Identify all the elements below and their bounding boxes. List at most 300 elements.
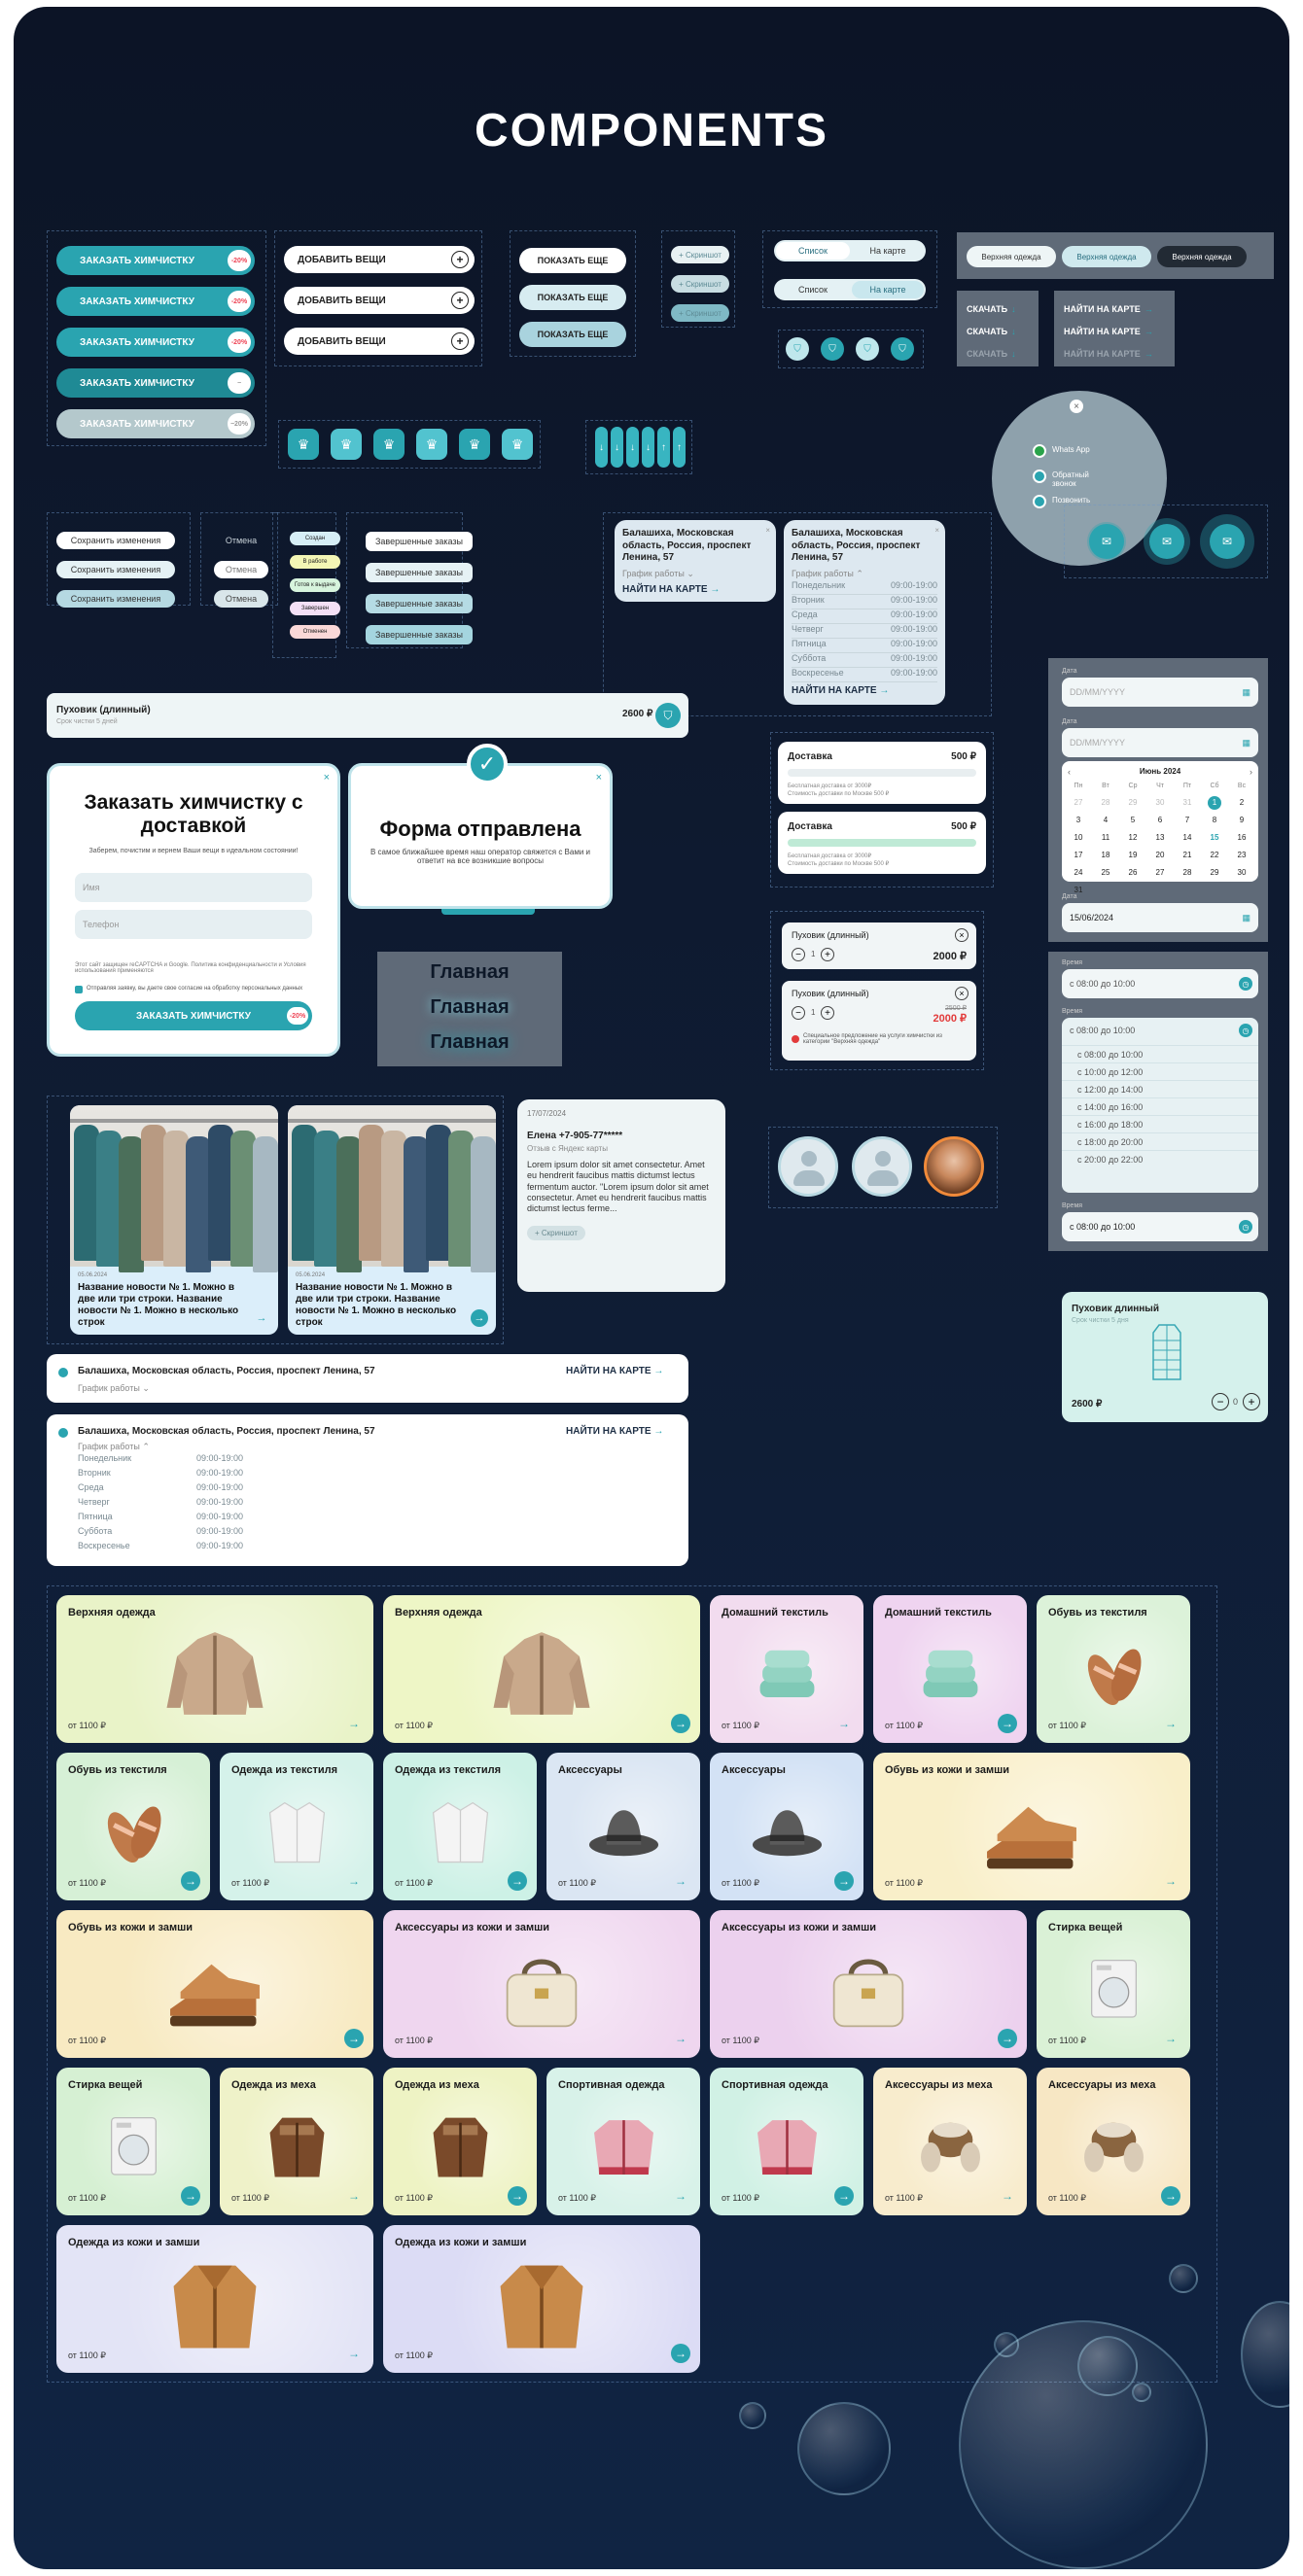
completed-orders-button[interactable]: Завершенные заказы: [366, 532, 473, 551]
category-price: от 1100 ₽: [68, 1878, 107, 1888]
calendar-day[interactable]: 31: [1074, 886, 1083, 894]
basket-icon-button[interactable]: ♛: [288, 429, 319, 460]
find-on-map-link[interactable]: НАЙТИ НА КАРТЕ →: [566, 1426, 664, 1437]
show-more-button[interactable]: ПОКАЗАТЬ ЕЩЕ: [519, 248, 626, 273]
download-link[interactable]: [967, 304, 1016, 314]
plus-circle-icon: +: [451, 251, 469, 268]
arrow-right-icon[interactable]: →: [256, 1312, 267, 1324]
form-subtitle: Заберем, почистим и вернем Ваши вещи в идеальном состоянии!: [88, 848, 299, 854]
calendar-day[interactable]: 29: [1210, 868, 1219, 877]
arrow-right-icon[interactable]: →: [348, 2189, 360, 2203]
nav-main-link[interactable]: Главная: [430, 1031, 510, 1053]
review-date: 17/07/2024: [527, 1109, 567, 1118]
minus-button[interactable]: −: [792, 948, 805, 961]
news-date: 05.06.2024: [78, 1272, 108, 1278]
schedule-hours: 09:00-19:00: [890, 609, 937, 619]
arrow-down-icon[interactable]: ↓: [626, 427, 639, 468]
download-link[interactable]: [967, 349, 1016, 359]
save-changes-button[interactable]: Сохранить изменения: [56, 590, 175, 608]
calendar-weekday: Вс: [1237, 783, 1247, 789]
name-field[interactable]: Имя: [75, 873, 312, 902]
category-card[interactable]: [1037, 2068, 1190, 2215]
category-card[interactable]: [873, 1753, 1190, 1900]
add-items-label: ДОБАВИТЬ ВЕЩИ: [298, 335, 386, 347]
calendar-day[interactable]: 23: [1237, 851, 1247, 859]
view-toggle-map[interactable]: На карте: [869, 246, 906, 256]
schedule-hours: 09:00-19:00: [195, 1512, 243, 1521]
find-on-map-label: НАЙТИ НА КАРТЕ: [1064, 327, 1141, 336]
order-button[interactable]: [56, 328, 255, 357]
arrow-right-icon[interactable]: →: [471, 1309, 488, 1327]
category-chip[interactable]: Верхняя одежда: [967, 246, 1056, 267]
calendar-day[interactable]: 18: [1101, 851, 1110, 859]
category-chip[interactable]: Верхняя одежда: [1062, 246, 1151, 267]
calendar-day[interactable]: 7: [1184, 816, 1190, 824]
schedule-hours: 09:00-19:00: [195, 1453, 243, 1463]
category-price: от 1100 ₽: [722, 1721, 760, 1730]
calendar-day[interactable]: 28: [1101, 798, 1110, 807]
minus-button[interactable]: −: [792, 1006, 805, 1020]
calendar-day[interactable]: 24: [1074, 868, 1083, 877]
download-icon: ↓: [1011, 349, 1016, 359]
arrow-right-icon[interactable]: →: [834, 2186, 854, 2206]
order-button[interactable]: [56, 409, 255, 438]
show-more-button[interactable]: ПОКАЗАТЬ ЕЩЕ: [519, 322, 626, 347]
arrow-right-icon[interactable]: →: [838, 1717, 850, 1730]
discount-badge: −20%: [228, 413, 251, 435]
basket-icon[interactable]: ⛉: [856, 337, 879, 361]
close-icon[interactable]: ×: [595, 772, 602, 783]
download-link[interactable]: [967, 327, 1016, 336]
remove-icon[interactable]: ×: [955, 987, 968, 1000]
arrow-down-icon[interactable]: ↓: [611, 427, 623, 468]
category-card[interactable]: [383, 2068, 537, 2215]
schedule-day: Четверг: [78, 1497, 110, 1507]
calendar-day[interactable]: 4: [1103, 816, 1109, 824]
arrow-right-icon[interactable]: →: [1161, 2186, 1180, 2206]
category-title: Одежда из текстиля: [395, 1764, 502, 1776]
contact-item-label[interactable]: Позвонить: [1052, 496, 1091, 505]
arrow-right-icon[interactable]: →: [1165, 2032, 1177, 2045]
shirt-icon: [422, 1795, 499, 1864]
cancel-button[interactable]: Отмена: [225, 536, 258, 545]
find-on-map-link[interactable]: НАЙТИ НА КАРТЕ →: [792, 685, 890, 696]
time-option[interactable]: с 20:00 до 22:00: [1062, 1150, 1258, 1167]
view-toggle-map[interactable]: На карте: [852, 281, 924, 298]
close-icon[interactable]: ×: [323, 772, 330, 783]
category-card[interactable]: [546, 1753, 700, 1900]
save-changes-button[interactable]: Сохранить изменения: [56, 561, 175, 578]
contact-item-label[interactable]: Обратный звонок: [1052, 470, 1089, 488]
screenshot-tag[interactable]: + Скриншот: [527, 1226, 585, 1240]
fur-hat-icon: [912, 2110, 989, 2179]
add-items-label: ДОБАВИТЬ ВЕЩИ: [298, 254, 386, 265]
category-card[interactable]: [710, 1595, 863, 1743]
schedule-row: [792, 595, 937, 609]
bubble: [1132, 2383, 1151, 2402]
date-input-open[interactable]: DD/MM/YYYY ▦: [1062, 728, 1258, 757]
category-image: [488, 2255, 595, 2351]
chat-icon-button[interactable]: ✉: [1210, 524, 1245, 559]
category-card[interactable]: [56, 1753, 210, 1900]
schedule-row: [78, 1497, 243, 1512]
arrow-right-icon[interactable]: →: [1165, 1874, 1177, 1888]
status-tag: Отменен: [290, 625, 340, 639]
category-card[interactable]: [56, 2225, 373, 2373]
completed-orders-button[interactable]: Завершенные заказы: [366, 594, 473, 613]
category-card[interactable]: [1037, 1595, 1190, 1743]
basket-icon[interactable]: ⛉: [786, 337, 809, 361]
arrow-right-icon[interactable]: →: [671, 1714, 690, 1733]
calendar-weekday: Пн: [1074, 783, 1083, 789]
category-price: от 1100 ₽: [395, 2036, 434, 2045]
delivery-card[interactable]: [778, 812, 986, 874]
find-on-map-link[interactable]: НАЙТИ НА КАРТЕ →: [566, 1366, 664, 1376]
calendar-day[interactable]: 11: [1101, 833, 1110, 842]
item-price: 2600 ₽: [622, 709, 653, 719]
calendar-day[interactable]: 10: [1074, 833, 1083, 842]
category-image: [815, 1940, 922, 2036]
calendar-day[interactable]: 28: [1182, 868, 1192, 877]
arrow-right-icon[interactable]: →: [675, 2032, 687, 2045]
plus-button[interactable]: +: [821, 948, 834, 961]
schedule-hours: 09:00-19:00: [890, 580, 937, 590]
basket-icon-button[interactable]: ♛: [416, 429, 447, 460]
category-card[interactable]: [546, 2068, 700, 2215]
add-items-button[interactable]: [284, 246, 475, 273]
avatar-photo[interactable]: [924, 1136, 984, 1197]
calendar-weekday: Сб: [1210, 783, 1219, 789]
schedule-day: Понедельник: [792, 580, 846, 590]
schedule-row: [792, 639, 937, 653]
category-card[interactable]: [1037, 1910, 1190, 2058]
close-icon[interactable]: ×: [934, 526, 939, 535]
bubble: [1077, 2336, 1138, 2396]
calendar-day[interactable]: 29: [1128, 798, 1138, 807]
schedule-day: Воскресенье: [78, 1541, 130, 1550]
category-card[interactable]: [383, 1753, 537, 1900]
cart-item-name: Пуховик (длинный): [792, 930, 869, 940]
discount-badge: -20%: [228, 331, 251, 353]
category-title: Обувь из текстиля: [1048, 1607, 1147, 1619]
delivery-progress: [788, 839, 976, 847]
calendar-icon: ▦: [1242, 737, 1250, 748]
order-button[interactable]: [56, 287, 255, 316]
chat-icon-button[interactable]: ✉: [1149, 524, 1184, 559]
schedule-hours: 09:00-19:00: [890, 595, 937, 605]
calendar-day[interactable]: 8: [1212, 816, 1217, 824]
calendar-day[interactable]: 14: [1182, 833, 1192, 842]
calendar-day[interactable]: 12: [1128, 833, 1138, 842]
basket-icon-button[interactable]: ♛: [373, 429, 405, 460]
category-image: [585, 1795, 662, 1864]
category-card[interactable]: [220, 1753, 373, 1900]
schedule-toggle[interactable]: График работы ⌄: [78, 1383, 150, 1393]
category-card[interactable]: [220, 2068, 373, 2215]
cancel-button[interactable]: Отмена: [214, 561, 268, 578]
basket-icon[interactable]: ⛉: [821, 337, 844, 361]
arrow-right-icon[interactable]: →: [348, 1874, 360, 1888]
time-option[interactable]: с 10:00 до 12:00: [1062, 1062, 1258, 1080]
category-image: [95, 2110, 172, 2179]
category-image: [161, 2255, 268, 2351]
contact-item-icon: [1033, 495, 1046, 508]
arrow-right-icon[interactable]: →: [675, 1874, 687, 1888]
schedule-toggle[interactable]: График работы ⌄: [622, 569, 694, 578]
time-option[interactable]: с 14:00 до 16:00: [1062, 1097, 1258, 1115]
schedule-row: [792, 624, 937, 639]
nav-main-link[interactable]: Главная: [430, 961, 510, 983]
arrow-down-icon[interactable]: ↓: [642, 427, 654, 468]
arrow-down-icon[interactable]: ↓: [595, 427, 608, 468]
delivery-label: Доставка: [788, 821, 832, 832]
arrow-right-icon[interactable]: →: [508, 1871, 527, 1891]
qty-value: 1: [811, 1008, 816, 1017]
calendar-day[interactable]: 5: [1130, 816, 1136, 824]
arrow-right-icon[interactable]: →: [508, 2186, 527, 2206]
address-text: Балашиха, Московская область, Россия, проспект Ленина, 57: [792, 528, 921, 563]
category-price: от 1100 ₽: [68, 2193, 107, 2203]
category-price: от 1100 ₽: [1048, 1721, 1087, 1730]
calendar-day[interactable]: 15: [1210, 833, 1219, 842]
category-card[interactable]: [56, 1595, 373, 1743]
date-input[interactable]: DD/MM/YYYY ▦: [1062, 678, 1258, 707]
calendar-day[interactable]: 13: [1155, 833, 1165, 842]
arrow-right-icon[interactable]: →: [675, 2189, 687, 2203]
close-icon[interactable]: ×: [1070, 400, 1083, 413]
arrow-right-icon[interactable]: →: [181, 2186, 200, 2206]
order-button[interactable]: [56, 246, 255, 275]
address-card-collapsed: [615, 520, 776, 602]
category-title: Обувь из текстиля: [68, 1764, 167, 1776]
schedule-hours: 09:00-19:00: [195, 1497, 243, 1507]
avatar-placeholder-editable[interactable]: [852, 1136, 912, 1197]
arrow-right-icon[interactable]: →: [1165, 1717, 1177, 1730]
bubble: [1169, 2264, 1198, 2293]
calendar-day[interactable]: 19: [1128, 851, 1138, 859]
arrow-right-icon[interactable]: →: [998, 2029, 1017, 2048]
calendar-day[interactable]: 27: [1074, 798, 1083, 807]
calendar-day[interactable]: 17: [1074, 851, 1083, 859]
screenshot-tag[interactable]: + Скриншот: [671, 304, 729, 322]
arrow-right-icon[interactable]: →: [348, 1717, 360, 1730]
consent-checkbox[interactable]: [75, 986, 83, 993]
sandal-icon: [1075, 1638, 1152, 1707]
time-option[interactable]: с 16:00 до 18:00: [1062, 1115, 1258, 1132]
schedule-day: Среда: [78, 1482, 104, 1492]
view-toggle-list[interactable]: Список: [776, 242, 850, 260]
completed-orders-button[interactable]: Завершенные заказы: [366, 563, 473, 582]
screenshot-tag[interactable]: + Скриншот: [671, 246, 729, 263]
date-input-filled[interactable]: 15/06/2024 ▦: [1062, 903, 1258, 932]
arrow-right-icon[interactable]: →: [344, 2029, 364, 2048]
arrow-right-icon[interactable]: →: [181, 1871, 200, 1891]
download-icon: ↓: [1011, 327, 1016, 336]
calendar-day[interactable]: 22: [1210, 851, 1219, 859]
arrow-right-icon[interactable]: →: [348, 2347, 360, 2360]
arrow-right-icon[interactable]: →: [998, 1714, 1017, 1733]
category-price: от 1100 ₽: [885, 2193, 924, 2203]
date-label: Дата: [1062, 893, 1077, 900]
category-card[interactable]: [710, 1910, 1027, 2058]
schedule-toggle[interactable]: График работы ⌃: [792, 569, 863, 578]
show-more-button[interactable]: ПОКАЗАТЬ ЕЩЕ: [519, 285, 626, 310]
calendar-day[interactable]: 30: [1237, 868, 1247, 877]
clock-icon: ◷: [1239, 1220, 1252, 1234]
calendar-weekday: Чт: [1156, 783, 1164, 789]
schedule-row: [78, 1453, 243, 1468]
schedule-toggle[interactable]: График работы ⌃: [78, 1442, 150, 1451]
delivery-card[interactable]: [778, 742, 986, 804]
category-title: Аксессуары: [558, 1764, 622, 1776]
arrow-right-icon: →: [1144, 327, 1153, 336]
add-items-button[interactable]: [284, 328, 475, 355]
arrow-right-icon[interactable]: →: [1002, 2189, 1013, 2203]
time-select-open[interactable]: [1062, 1018, 1258, 1193]
calendar-day[interactable]: 20: [1155, 851, 1165, 859]
cancel-button[interactable]: Отмена: [214, 590, 268, 608]
form-sent-text: В самое ближайшее время наш оператор свяжется с Вами и ответит на все возникшие вопросы: [370, 848, 590, 865]
prev-month-icon[interactable]: ‹: [1068, 767, 1071, 777]
completed-orders-button[interactable]: Завершенные заказы: [366, 625, 473, 644]
plus-button[interactable]: +: [1243, 1393, 1260, 1410]
calendar-day[interactable]: 1: [1208, 796, 1221, 810]
calendar-icon: ▦: [1242, 686, 1250, 697]
category-card[interactable]: [873, 1595, 1027, 1743]
calendar-day[interactable]: 30: [1155, 798, 1165, 807]
category-chip[interactable]: Верхняя одежда: [1157, 246, 1247, 267]
add-items-label: ДОБАВИТЬ ВЕЩИ: [298, 295, 386, 306]
view-toggle-2[interactable]: [774, 279, 926, 300]
category-image: [749, 1795, 826, 1864]
calendar-day[interactable]: 27: [1155, 868, 1165, 877]
time-option[interactable]: с 12:00 до 14:00: [1062, 1080, 1258, 1097]
find-on-map-link[interactable]: [1064, 349, 1153, 359]
basket-icon[interactable]: ⛉: [891, 337, 914, 361]
category-card[interactable]: [710, 1753, 863, 1900]
category-price: от 1100 ₽: [558, 1878, 597, 1888]
time-select[interactable]: с 08:00 до 10:00 ◷: [1062, 969, 1258, 998]
category-card[interactable]: [56, 1910, 373, 2058]
download-label: СКАЧАТЬ: [967, 327, 1008, 336]
category-card[interactable]: [383, 1910, 700, 2058]
time-label: Время: [1062, 1008, 1083, 1015]
fur-hat-icon: [1075, 2110, 1152, 2179]
category-image: [259, 2110, 335, 2179]
item-row[interactable]: [47, 693, 688, 738]
calendar-day[interactable]: 26: [1128, 868, 1138, 877]
calendar-day[interactable]: 16: [1237, 833, 1247, 842]
find-on-map-label: НАЙТИ НА КАРТЕ: [1064, 349, 1141, 359]
discount-badge: −: [228, 372, 251, 394]
news-card[interactable]: [288, 1105, 496, 1335]
category-card[interactable]: [383, 2225, 700, 2373]
view-toggle-list[interactable]: Список: [798, 285, 828, 295]
location-dot-icon: [58, 1368, 68, 1377]
save-changes-button[interactable]: Сохранить изменения: [56, 532, 175, 549]
category-title: Домашний текстиль: [885, 1607, 992, 1619]
calendar-day[interactable]: 6: [1157, 816, 1163, 824]
category-card[interactable]: [710, 2068, 863, 2215]
shoes-icon: [161, 1940, 268, 2036]
category-card[interactable]: [383, 1595, 700, 1743]
add-items-button[interactable]: [284, 287, 475, 314]
plus-circle-icon: +: [451, 332, 469, 350]
calendar-day[interactable]: 2: [1239, 798, 1245, 807]
calendar-icon: ▦: [1242, 912, 1250, 922]
leather-jacket-icon: [488, 2255, 595, 2351]
submit-order-button[interactable]: ЗАКАЗАТЬ ХИМЧИСТКУ: [75, 1001, 312, 1030]
review-text: Lorem ipsum dolor sit amet consectetur. Amet eu hendrerit faucibus mattis dictumst lectus fermentum auctor. "Lorem ipsum dolor sit amet consectetur. Amet eu hendrerit faucibus mattis dictumst lectus ferme...: [527, 1160, 709, 1213]
find-on-map-link[interactable]: [1064, 327, 1153, 336]
close-icon[interactable]: ×: [765, 526, 770, 535]
basket-icon-button[interactable]: ♛: [331, 429, 362, 460]
phone-field[interactable]: Телефон: [75, 910, 312, 939]
category-image: [1075, 1638, 1152, 1707]
consent-text: Отправляя заявку, вы даете свое согласие на обработку персональных данных: [87, 986, 303, 992]
time-select-filled[interactable]: с 08:00 до 10:00 ◷: [1062, 1212, 1258, 1241]
find-on-map-link[interactable]: НАЙТИ НА КАРТЕ →: [622, 584, 721, 595]
calendar-day[interactable]: 3: [1075, 816, 1081, 824]
category-image: [488, 1625, 595, 1722]
calendar-day[interactable]: 31: [1182, 798, 1192, 807]
garment-shape: [471, 1136, 496, 1272]
calendar-day[interactable]: 21: [1182, 851, 1192, 859]
arrow-right-icon: →: [710, 584, 721, 595]
chat-icon-button[interactable]: ✉: [1089, 524, 1124, 559]
category-image: [422, 2110, 499, 2179]
nav-main-link[interactable]: Главная: [430, 996, 510, 1018]
schedule-row: [78, 1541, 243, 1555]
avatar-placeholder[interactable]: [778, 1136, 838, 1197]
category-card[interactable]: [873, 2068, 1027, 2215]
minus-button[interactable]: −: [1212, 1393, 1229, 1410]
form-title: Заказать химчистку с доставкой: [84, 791, 303, 838]
screenshot-tag[interactable]: + Скриншот: [671, 275, 729, 293]
order-button-label: ЗАКАЗАТЬ ХИМЧИСТКУ: [80, 296, 194, 307]
remove-icon[interactable]: ×: [955, 928, 968, 942]
discount-badge: -20%: [287, 1007, 308, 1025]
contact-item-label[interactable]: Whats App: [1052, 445, 1090, 454]
find-on-map-label: НАЙТИ НА КАРТЕ: [1064, 304, 1141, 314]
basket-icon-button[interactable]: ♛: [502, 429, 533, 460]
category-price: от 1100 ₽: [395, 2350, 434, 2360]
time-value: с 08:00 до 10:00: [1070, 1026, 1136, 1035]
address-card-expanded: [784, 520, 945, 705]
calendar-day[interactable]: 9: [1239, 816, 1245, 824]
hat-icon: [749, 1795, 826, 1864]
find-on-map-link[interactable]: [1064, 304, 1153, 314]
next-month-icon[interactable]: ›: [1250, 767, 1252, 777]
calendar-day[interactable]: 25: [1101, 868, 1110, 877]
time-option[interactable]: с 08:00 до 10:00: [1062, 1045, 1258, 1062]
arrow-up-icon[interactable]: ↑: [657, 427, 670, 468]
news-card[interactable]: [70, 1105, 278, 1335]
arrow-up-icon[interactable]: ↑: [673, 427, 686, 468]
status-tag: Готов к выдаче: [290, 578, 340, 592]
view-toggle[interactable]: [774, 240, 926, 261]
category-price: от 1100 ₽: [1048, 2193, 1087, 2203]
category-card[interactable]: [56, 2068, 210, 2215]
order-button[interactable]: [56, 368, 255, 398]
time-option[interactable]: с 18:00 до 20:00: [1062, 1132, 1258, 1150]
basket-icon-button[interactable]: ♛: [459, 429, 490, 460]
arrow-right-icon[interactable]: →: [834, 1871, 854, 1891]
plus-button[interactable]: +: [821, 1006, 834, 1020]
arrow-right-icon[interactable]: →: [671, 2344, 690, 2363]
basket-icon[interactable]: ⛉: [655, 703, 681, 728]
category-image: [488, 1940, 595, 2036]
